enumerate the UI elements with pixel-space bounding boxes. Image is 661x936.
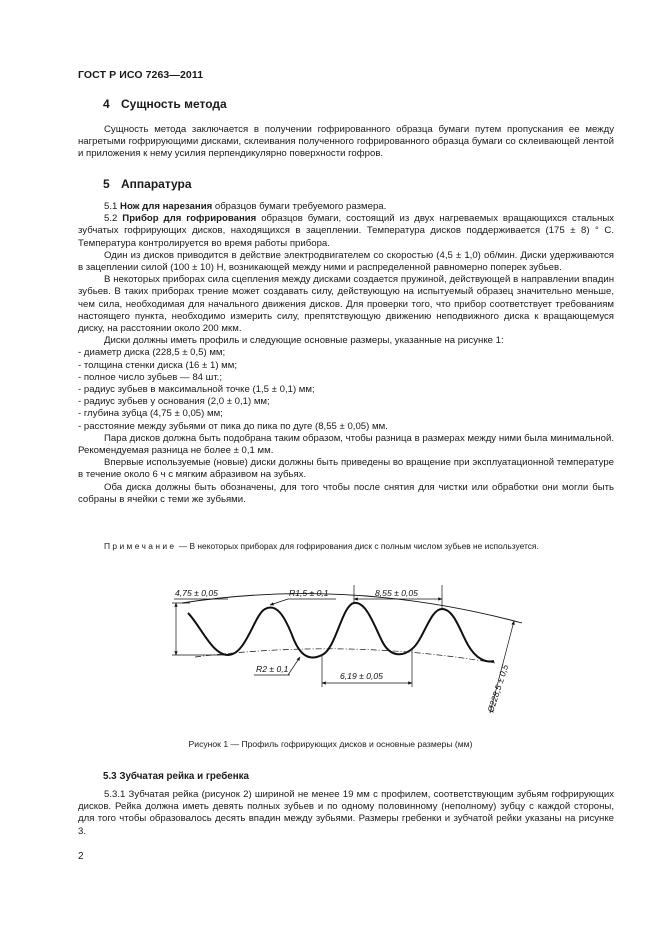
- section-4-body: [78, 124, 614, 161]
- r-top-leader: [270, 599, 288, 605]
- tooth-profile: [188, 603, 494, 662]
- clause-5-1-term: Нож для нарезания: [120, 201, 213, 212]
- dimension-item: - глубина зубца (4,75 ± 0,05) мм;: [78, 408, 223, 420]
- dimension-item: - полное число зубьев — 84 шт.;: [78, 371, 223, 383]
- section-4-number: 4: [103, 97, 110, 111]
- figure-1: [150, 575, 530, 725]
- note-label: Примечание: [104, 541, 177, 551]
- clause-5-2-term: Прибор для гофрирования: [122, 213, 257, 225]
- note: [78, 541, 614, 553]
- clause-5-2-number: 5.2: [104, 213, 118, 225]
- pair-paragraph: Пара дисков должна быть подобрана таким образом, чтобы разница в размерах между ними была минимальной. Рекомендуемая разница не более ± 0,1 мм.: [78, 432, 614, 457]
- dim-gap-label: 6,19 ± 0,05: [340, 671, 383, 681]
- section-5-3-body: [78, 789, 614, 838]
- page-number: 2: [78, 851, 84, 862]
- document-code: ГОСТ Р ИСО 7263—2011: [78, 69, 204, 81]
- section-4-title: Сущность метода: [121, 97, 227, 111]
- clause-5-2: [78, 213, 614, 250]
- section-4-heading: [103, 97, 227, 111]
- outer-arc: [182, 594, 522, 623]
- section-5-number: 5: [103, 177, 110, 191]
- clause-5-1: [78, 201, 614, 213]
- dim-r-base-label: R2 ± 0,1: [256, 664, 289, 674]
- clause-5-3-1: 5.3.1 Зубчатая рейка (рисунок 2) шириной не менее 19 мм с профилем, соответствующим зубьям гофрирующих дисков. Рейка должна иметь девять полных зубьев и по одному половинному (неполному) зубцу с каждой стороны, для того чтобы образовалось десять впадин между зубьями. Размеры гребенки и зубчатой рейки указаны на рисунке 3.: [78, 789, 614, 837]
- clause-5-1-text: образцов бумаги требуемого размера.: [212, 201, 387, 212]
- devices-paragraph: В некоторых приборах сила сцепления между дисками создается пружиной, действующей в направлении впадин зубьев. В таких приборах трение может создавать силу, действующую на испытуемый образец значительно меньше, чем сила, необходимая для начального движения дисков. Для проверки того, что прибор соответствует требованиям настоящего пункта, необходимо измерить силу, препятствующую движению неподвижного диска к вращающемуся диску, на расстоянии около 200 мкм.: [78, 274, 614, 335]
- profile-paragraph: Диски должны иметь профиль и следующие основные размеры, указанные на рисунке 1:: [104, 335, 504, 347]
- base-arc: [195, 649, 495, 663]
- figure-1-caption: Рисунок 1 — Профиль гофрирующих дисков и основные размеры (мм): [188, 739, 473, 749]
- dim-depth-label: 4,75 ± 0,05: [175, 588, 218, 598]
- disc-profile-drawing: [150, 575, 530, 725]
- section-5-3-heading: 5.3 Зубчатая рейка и гребенка: [103, 771, 249, 782]
- section-5-heading: [103, 177, 192, 191]
- dim-pitch-label: 8,55 ± 0,05: [375, 588, 418, 598]
- drive-paragraph: Один из дисков приводится в действие электродвигателем со скоростью (4,5 ± 1,0) об/мин. Диски удерживаются в зацеплении силой (100 ± 10) Н, возникающей между ними и распределенной равномерно поперек зубьев.: [78, 249, 614, 274]
- section-5-title: Аппаратура: [121, 177, 192, 191]
- dimension-list: [78, 347, 614, 432]
- dimension-item: - расстояние между зубьями от пика до пика по дуге (8,55 ± 0,05) мм.: [78, 420, 388, 432]
- dim-r-top-label: R1,5 ± 0,1: [289, 588, 329, 598]
- section-4-paragraph: Сущность метода заключается в получении гофрированного образца бумаги путем пропускания ее между нагретыми гофрирующими дисками, склеивания полученного гофрированного образца бумаги со склеивающей лентой и приложения к нему усилия перпендикулярно поверхности гофров.: [78, 124, 614, 160]
- marking-paragraph: Оба диска должны быть обозначены, для того чтобы после снятия для чистки или обработки они могли быть собраны в ячейки с теми же зубьями.: [78, 481, 614, 505]
- dimension-item: - диаметр диска (228,5 ± 0,5) мм;: [78, 347, 226, 359]
- r-base-leader: [288, 657, 300, 675]
- clause-5-2-text: образцов бумаги, состоящий из двух нагреваемых вращающихся стальных зубчатых гофрирующих дисков, находящихся в зацеплении. Температура дисков поддерживается (175 ± 8) ° С. Температура контролируется во время работы прибора.: [78, 213, 615, 249]
- dimension-item: - радиус зубьев в максимальной точке (1,5 ± 0,1) мм;: [78, 384, 315, 396]
- note-text: — В некоторых приборах для гофрирования диск с полным числом зубьев не используется.: [176, 541, 539, 551]
- clause-5-1-number: 5.1: [104, 201, 118, 212]
- dim-diam-label: Ø228,5 ± 0,5: [485, 663, 511, 714]
- new-discs-paragraph: Впервые используемые (новые) диски должны быть приведены во вращение при эксплуатационной температуре в течение около 6 ч с мягким абразивом на зубьях.: [78, 457, 614, 481]
- section-5-body: [78, 201, 614, 506]
- dimension-item: - толщина стенки диска (16 ± 1) мм;: [78, 359, 238, 371]
- dimension-item: - радиус зубьев у основания (2,0 ± 0,1) мм;: [78, 396, 270, 408]
